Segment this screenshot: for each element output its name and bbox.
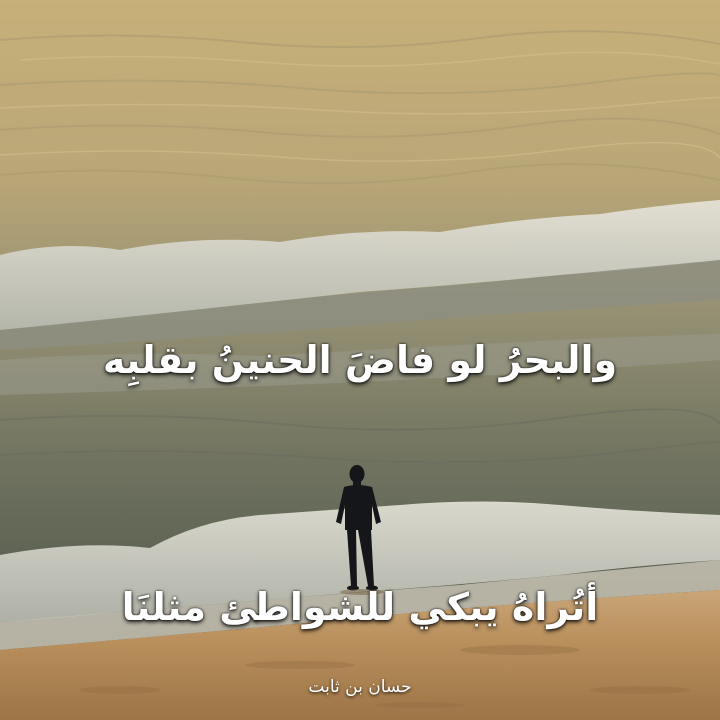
- poem-line-1: والبحرُ لو فاضَ الحنينُ بقلبِه: [102, 338, 618, 382]
- poet-name: حسان بن ثابت: [308, 677, 412, 697]
- poem-line-2: أتُراهُ يبكي للشواطئ مثلنَا: [121, 585, 599, 629]
